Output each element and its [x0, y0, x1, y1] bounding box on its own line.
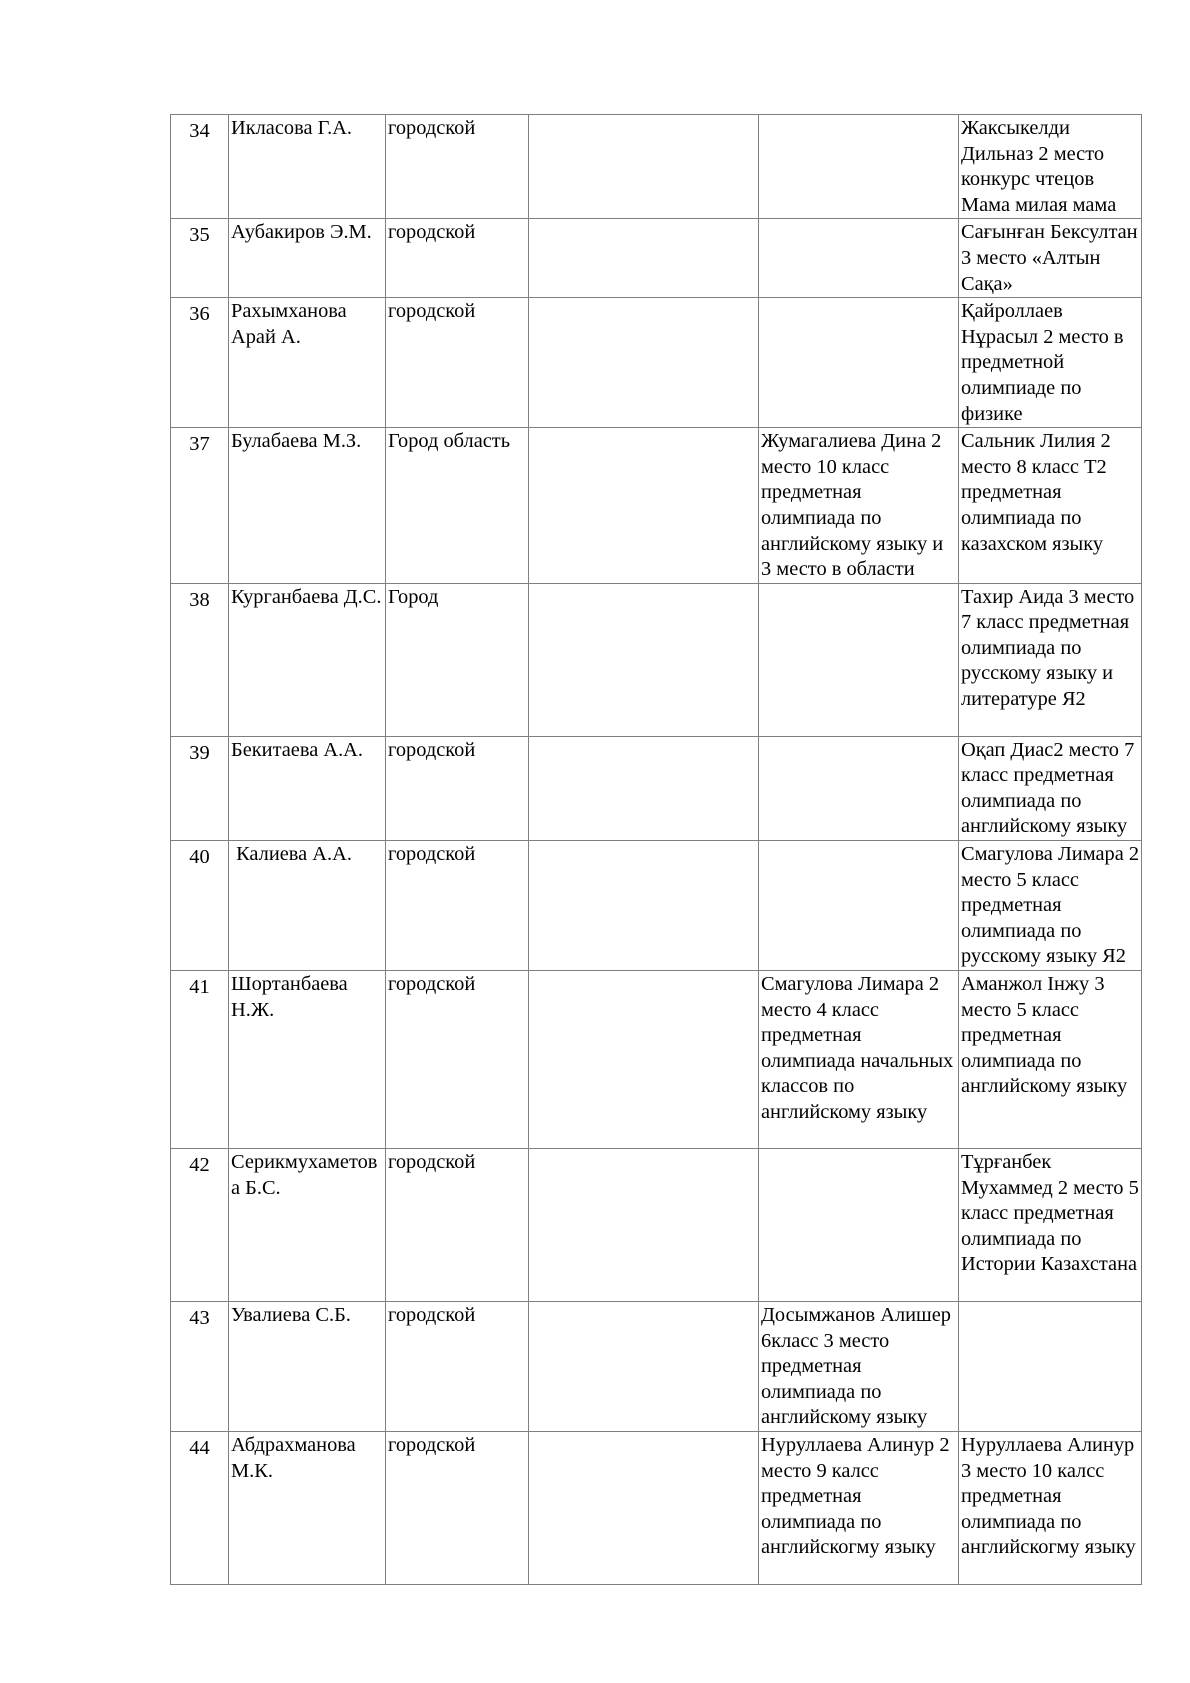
cell-col4 [529, 1302, 759, 1432]
row-number: 41 [171, 971, 229, 1149]
cell-col5 [759, 736, 959, 840]
cell-col4 [529, 428, 759, 584]
cell-col4 [529, 1432, 759, 1585]
level: городской [386, 841, 529, 971]
row-number: 38 [171, 583, 229, 736]
cell-col4 [529, 115, 759, 219]
row-number: 37 [171, 428, 229, 584]
cell-col6: Сағынған Бексултан 3 место «Алтын Сақа» [959, 219, 1142, 298]
table-row [171, 971, 1142, 1149]
cell-col5 [759, 298, 959, 428]
cell-col5 [759, 841, 959, 971]
cell-col6: Жаксыкелди Дильназ 2 место конкурс чтецов Мама милая мама [959, 115, 1142, 219]
cell-col5 [759, 115, 959, 219]
teacher-name: Икласова Г.А. [229, 115, 386, 219]
teacher-name: Рахымханова Арай А. [229, 298, 386, 428]
teacher-name: Серикмухаметова Б.С. [229, 1149, 386, 1302]
teacher-name: Булабаева М.З. [229, 428, 386, 584]
teacher-name: Аубакиров Э.М. [229, 219, 386, 298]
table-row [171, 428, 1142, 584]
cell-col4 [529, 841, 759, 971]
table-row [171, 583, 1142, 736]
cell-col5 [759, 583, 959, 736]
table-row [171, 736, 1142, 840]
cell-col6: Аманжол Інжу 3 место 5 класс предметная олимпиада по английскому языку [959, 971, 1142, 1149]
row-number: 39 [171, 736, 229, 840]
table-row [171, 1149, 1142, 1302]
cell-col4 [529, 298, 759, 428]
table-row [171, 298, 1142, 428]
row-number: 42 [171, 1149, 229, 1302]
table-row [171, 841, 1142, 971]
table-row [171, 1302, 1142, 1432]
cell-col5: Нуруллаева Алинур 2 место 9 калсс предметная олимпиада по английскогму языку [759, 1432, 959, 1585]
row-number: 36 [171, 298, 229, 428]
teacher-name: Калиева А.А. [229, 841, 386, 971]
row-number: 34 [171, 115, 229, 219]
cell-col4 [529, 971, 759, 1149]
cell-col6: Смагулова Лимара 2 место 5 класс предметная олимпиада по русскому языку Я2 [959, 841, 1142, 971]
results-table [170, 114, 1142, 1585]
level: Город [386, 583, 529, 736]
cell-col5: Досымжанов Алишер 6класс 3 место предметная олимпиада по английскому языку [759, 1302, 959, 1432]
cell-col6: Қайроллаев Нұрасыл 2 место в предметной олимпиаде по физике [959, 298, 1142, 428]
teacher-name: Курганбаева Д.С. [229, 583, 386, 736]
cell-col6: Тұрғанбек Мухаммед 2 место 5 класс предметная олимпиада по Истории Казахстана [959, 1149, 1142, 1302]
cell-col5 [759, 219, 959, 298]
cell-col5: Смагулова Лимара 2 место 4 класс предметная олимпиада начальных классов по английскому языку [759, 971, 959, 1149]
teacher-name: Шортанбаева Н.Ж. [229, 971, 386, 1149]
level: городской [386, 971, 529, 1149]
table-row [171, 115, 1142, 219]
level: городской [386, 1432, 529, 1585]
teacher-name: Абдрахманова М.К. [229, 1432, 386, 1585]
level: городской [386, 115, 529, 219]
table-row [171, 219, 1142, 298]
level: Город область [386, 428, 529, 584]
cell-col6: Нуруллаева Алинур 3 место 10 калсс предметная олимпиада по английскогму языку [959, 1432, 1142, 1585]
level: городской [386, 298, 529, 428]
cell-col6 [959, 1302, 1142, 1432]
teacher-name: Бекитаева А.А. [229, 736, 386, 840]
cell-col5: Жумагалиева Дина 2 место 10 класс предметная олимпиада по английскому языку и 3 место в области [759, 428, 959, 584]
cell-col4 [529, 1149, 759, 1302]
cell-col4 [529, 736, 759, 840]
cell-col4 [529, 583, 759, 736]
cell-col5 [759, 1149, 959, 1302]
cell-col6: Оқап Диас2 место 7 класс предметная олимпиада по английскому языку [959, 736, 1142, 840]
row-number: 43 [171, 1302, 229, 1432]
level: городской [386, 219, 529, 298]
row-number: 44 [171, 1432, 229, 1585]
cell-col6: Тахир Аида 3 место 7 класс предметная олимпиада по русскому языку и литературе Я2 [959, 583, 1142, 736]
row-number: 40 [171, 841, 229, 971]
cell-col4 [529, 219, 759, 298]
table-row [171, 1432, 1142, 1585]
cell-col6: Сальник Лилия 2 место 8 класс Т2 предметная олимпиада по казахском языку [959, 428, 1142, 584]
level: городской [386, 1149, 529, 1302]
teacher-name: Увалиева С.Б. [229, 1302, 386, 1432]
level: городской [386, 736, 529, 840]
row-number: 35 [171, 219, 229, 298]
level: городской [386, 1302, 529, 1432]
results-table-body [171, 115, 1142, 1585]
